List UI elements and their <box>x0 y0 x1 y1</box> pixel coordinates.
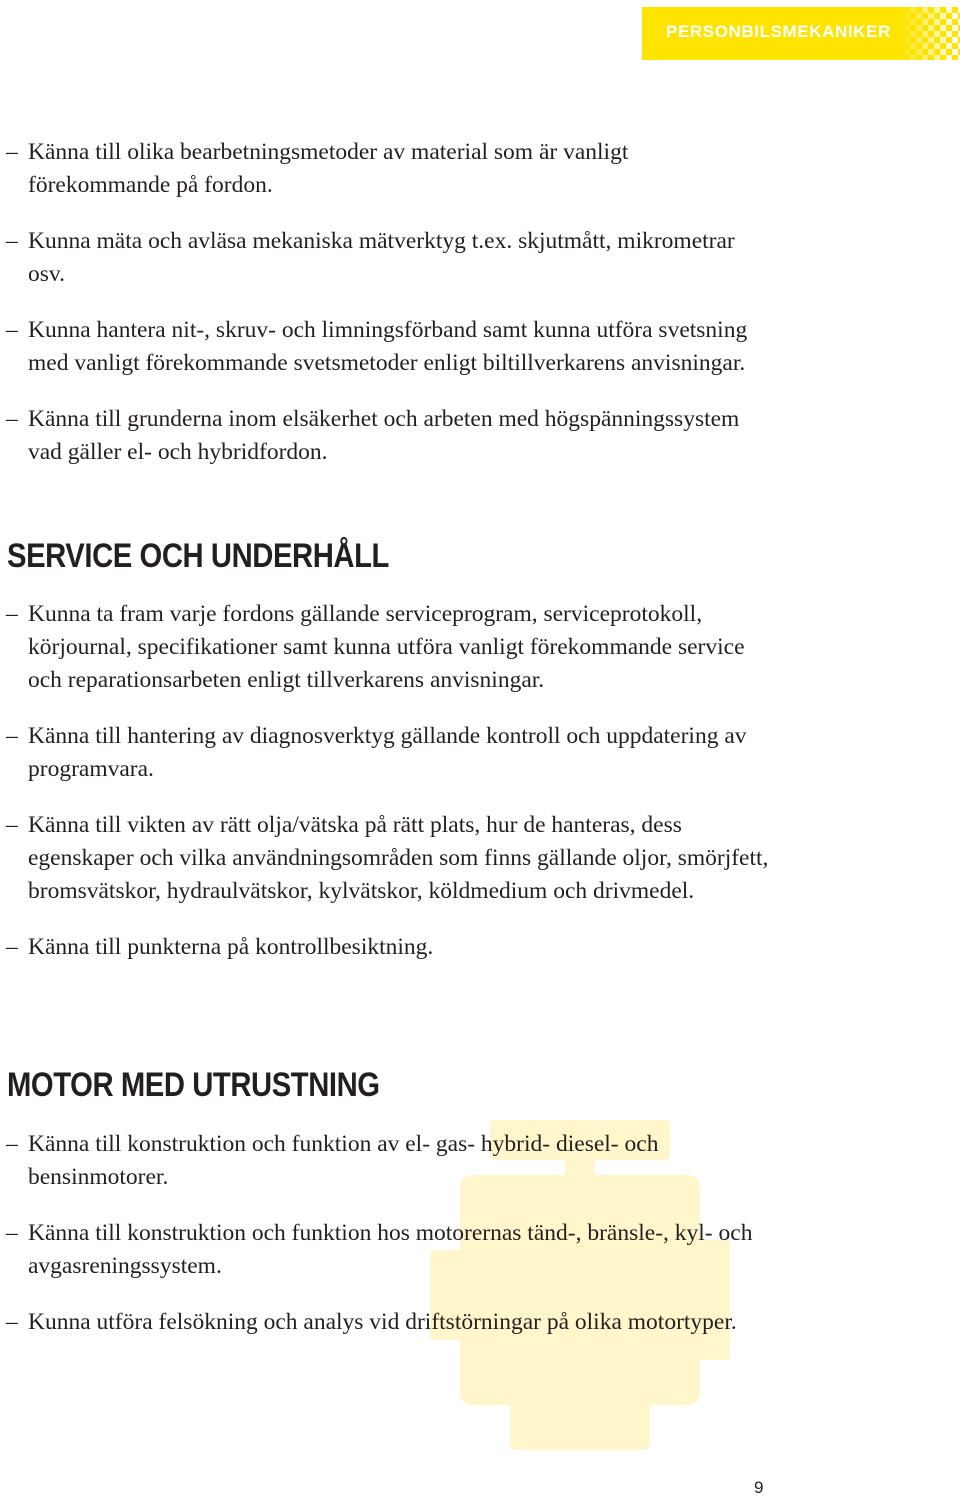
list-item: – Känna till punkterna på kontrollbesiktning. <box>6 931 776 964</box>
list-item: – Känna till konstruktion och funktion hos motorernas tänd-, bränsle-, kyl- och avgasreningssystem. <box>6 1217 776 1283</box>
list-dash: – <box>6 812 18 838</box>
list-item: – Kunna mäta och avläsa mekaniska mätverktyg t.ex. skjutmått, mikrometrar osv. <box>6 225 776 291</box>
list-item: – Känna till hantering av diagnosverktyg gällande kontroll och uppdatering av programvara. <box>6 720 776 786</box>
list-dash: – <box>6 1309 18 1335</box>
list-item: – Kunna ta fram varje fordons gällande serviceprogram, serviceprotokoll, körjournal, specifikationer samt kunna utföra vanligt förekommande service och reparationsarbeten enligt tillverkarens anvisningar. <box>6 598 776 697</box>
list-item: – Känna till vikten av rätt olja/vätska på rätt plats, hur de hanteras, dess egenskaper och vilka användningsområden som finns gällande oljor, smörjfett, bromsvätskor, hydraulvätskor, kylvätskor, köldmedium och drivmedel. <box>6 809 776 908</box>
list-dash: – <box>6 601 18 627</box>
list-item: – Kunna hantera nit-, skruv- och limningsförband samt kunna utföra svetsning med vanligt förekommande svetsmetoder enligt biltillverkarens anvisningar. <box>6 314 776 380</box>
list-item: – Kunna utföra felsökning och analys vid driftstörningar på olika motortyper. <box>6 1306 776 1339</box>
list-item: – Känna till olika bearbetningsmetoder av material som är vanligt förekommande på fordon. <box>6 136 776 202</box>
list-dash: – <box>6 317 18 343</box>
motor-list <box>6 1128 776 1362</box>
section-heading-motor: MOTOR MED UTRUSTNING <box>7 1066 380 1104</box>
list-dash: – <box>6 228 18 254</box>
intro-list <box>6 136 776 492</box>
list-dash: – <box>6 139 18 165</box>
list-dash: – <box>6 406 18 432</box>
checkered-flag-pattern <box>898 7 960 60</box>
section-tag-label: PERSONBILSMEKANIKER <box>666 22 891 41</box>
list-item: – Känna till grunderna inom elsäkerhet och arbeten med högspänningssystem vad gäller el- och hybridfordon. <box>6 403 776 469</box>
list-dash: – <box>6 723 18 749</box>
list-item: – Känna till konstruktion och funktion av el- gas- hybrid- diesel- och bensinmotorer. <box>6 1128 776 1194</box>
service-list <box>6 598 776 987</box>
section-heading-service: SERVICE OCH UNDERHÅLL <box>7 537 389 575</box>
list-dash: – <box>6 1131 18 1157</box>
list-dash: – <box>6 1220 18 1246</box>
list-dash: – <box>6 934 18 960</box>
page-number: 9 <box>754 1478 764 1497</box>
section-tag <box>642 7 960 60</box>
